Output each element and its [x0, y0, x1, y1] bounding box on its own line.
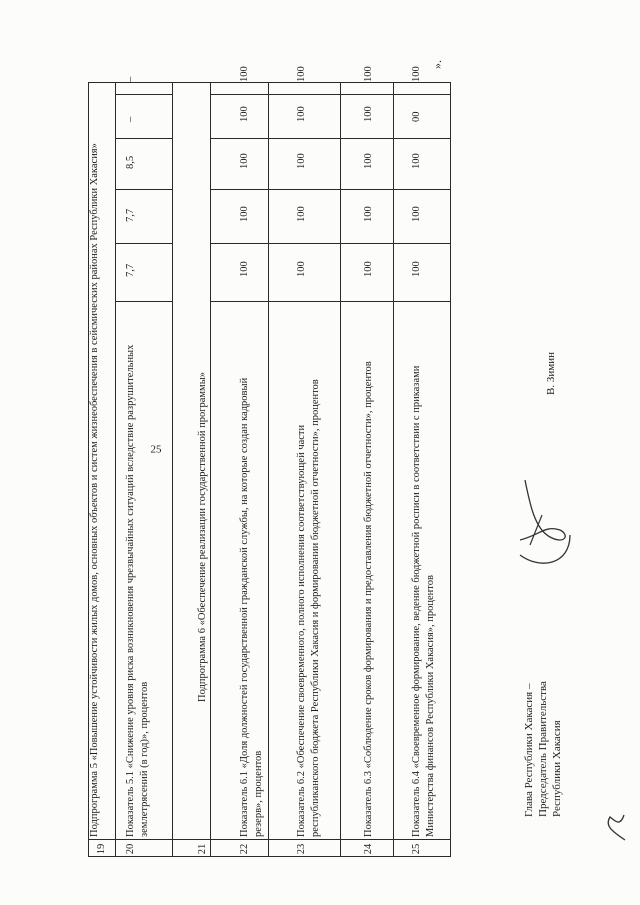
value-cell: 00 [411, 111, 422, 122]
value-cell: 7,7 [125, 208, 136, 222]
column-divider [211, 94, 451, 95]
value-cell: 100 [363, 261, 374, 277]
row-text: Показатель 6.3 «Соблюдение сроков формирования и предоставления бюджетной отчетности», процентов [363, 361, 374, 837]
value-cell: 100 [239, 153, 250, 169]
value-cell: – [125, 116, 136, 122]
value-cell: 8,5 [125, 155, 136, 169]
row-number: 25 [411, 843, 422, 855]
column-divider [211, 138, 451, 139]
handwritten-signature [500, 465, 580, 575]
value-cell: 100 [363, 66, 374, 82]
signatory-name: В. Зимин [545, 352, 557, 395]
closing-quote: ». [430, 60, 444, 69]
signatory-line-1: Глава Республики Хакасия – [523, 683, 535, 817]
row-text: Показатель 6.1 «Доля должностей государственной гражданской службы, на которые создан кадровый резерв», процентов [239, 377, 264, 837]
column-divider [116, 189, 173, 190]
row-text: Подпрограмма 5 «Повышение устойчивости жилых домов, основных объектов и систем жизнеобеспечения в сейсмических районах Республики Хакасия» [89, 143, 100, 837]
value-cell: 100 [239, 66, 250, 82]
value-cell: 100 [363, 206, 374, 222]
row-number: 22 [239, 843, 250, 855]
row-text: Показатель 6.4 «Своевременное формирование, ведение бюджетной росписи в соответствии с приказами Министерства финансов Республики Хакасия», процентов [411, 365, 436, 837]
column-divider [211, 243, 451, 244]
value-cell: 7,7 [125, 263, 136, 277]
value-cell: 100 [239, 261, 250, 277]
value-cell: 100 [411, 206, 422, 222]
row-text: Подпрограмма 6 «Обеспечение реализации государственной программы» [197, 371, 208, 703]
signatory-line-3: Республики Хакасия [551, 720, 563, 817]
indicators-table [88, 66, 451, 857]
row-number: 23 [296, 843, 307, 855]
value-cell: 100 [363, 153, 374, 169]
signatory-title [522, 681, 564, 817]
signatory-line-2: Председатель Правительства [537, 681, 549, 817]
value-cell: 100 [411, 261, 422, 277]
column-divider [211, 301, 451, 302]
row-number: 19 [96, 843, 107, 855]
row-number: 21 [197, 843, 208, 855]
column-divider [116, 243, 173, 244]
column-divider [116, 138, 173, 139]
value-cell: 100 [296, 106, 307, 122]
row-text: Показатель 6.2 «Обеспечение своевременного, полного исполнения соответствующей части республиканского бюджета Республики Хакасия и формировании бюджетной отчетности», процентов [296, 379, 321, 837]
page-number: 25 [150, 443, 162, 456]
column-divider [88, 839, 451, 840]
value-cell: 100 [239, 206, 250, 222]
row-number: 24 [363, 843, 374, 855]
value-cell: 100 [411, 66, 422, 82]
value-cell: 100 [296, 66, 307, 82]
value-cell: 100 [296, 153, 307, 169]
handwritten-mark [600, 805, 630, 845]
value-cell: 100 [411, 153, 422, 169]
column-divider [211, 189, 451, 190]
row-text: Показатель 5.1 «Снижение уровня риска возникновения чрезвычайных ситуаций вследствие разрушительных землетрясений (в год)», процентов [125, 344, 150, 837]
value-cell: 100 [296, 261, 307, 277]
value-cell: 100 [363, 106, 374, 122]
column-divider [116, 94, 173, 95]
value-cell: 100 [239, 106, 250, 122]
row-number: 20 [125, 843, 136, 855]
column-divider [116, 301, 173, 302]
value-cell: – [125, 76, 136, 82]
value-cell: 100 [296, 206, 307, 222]
